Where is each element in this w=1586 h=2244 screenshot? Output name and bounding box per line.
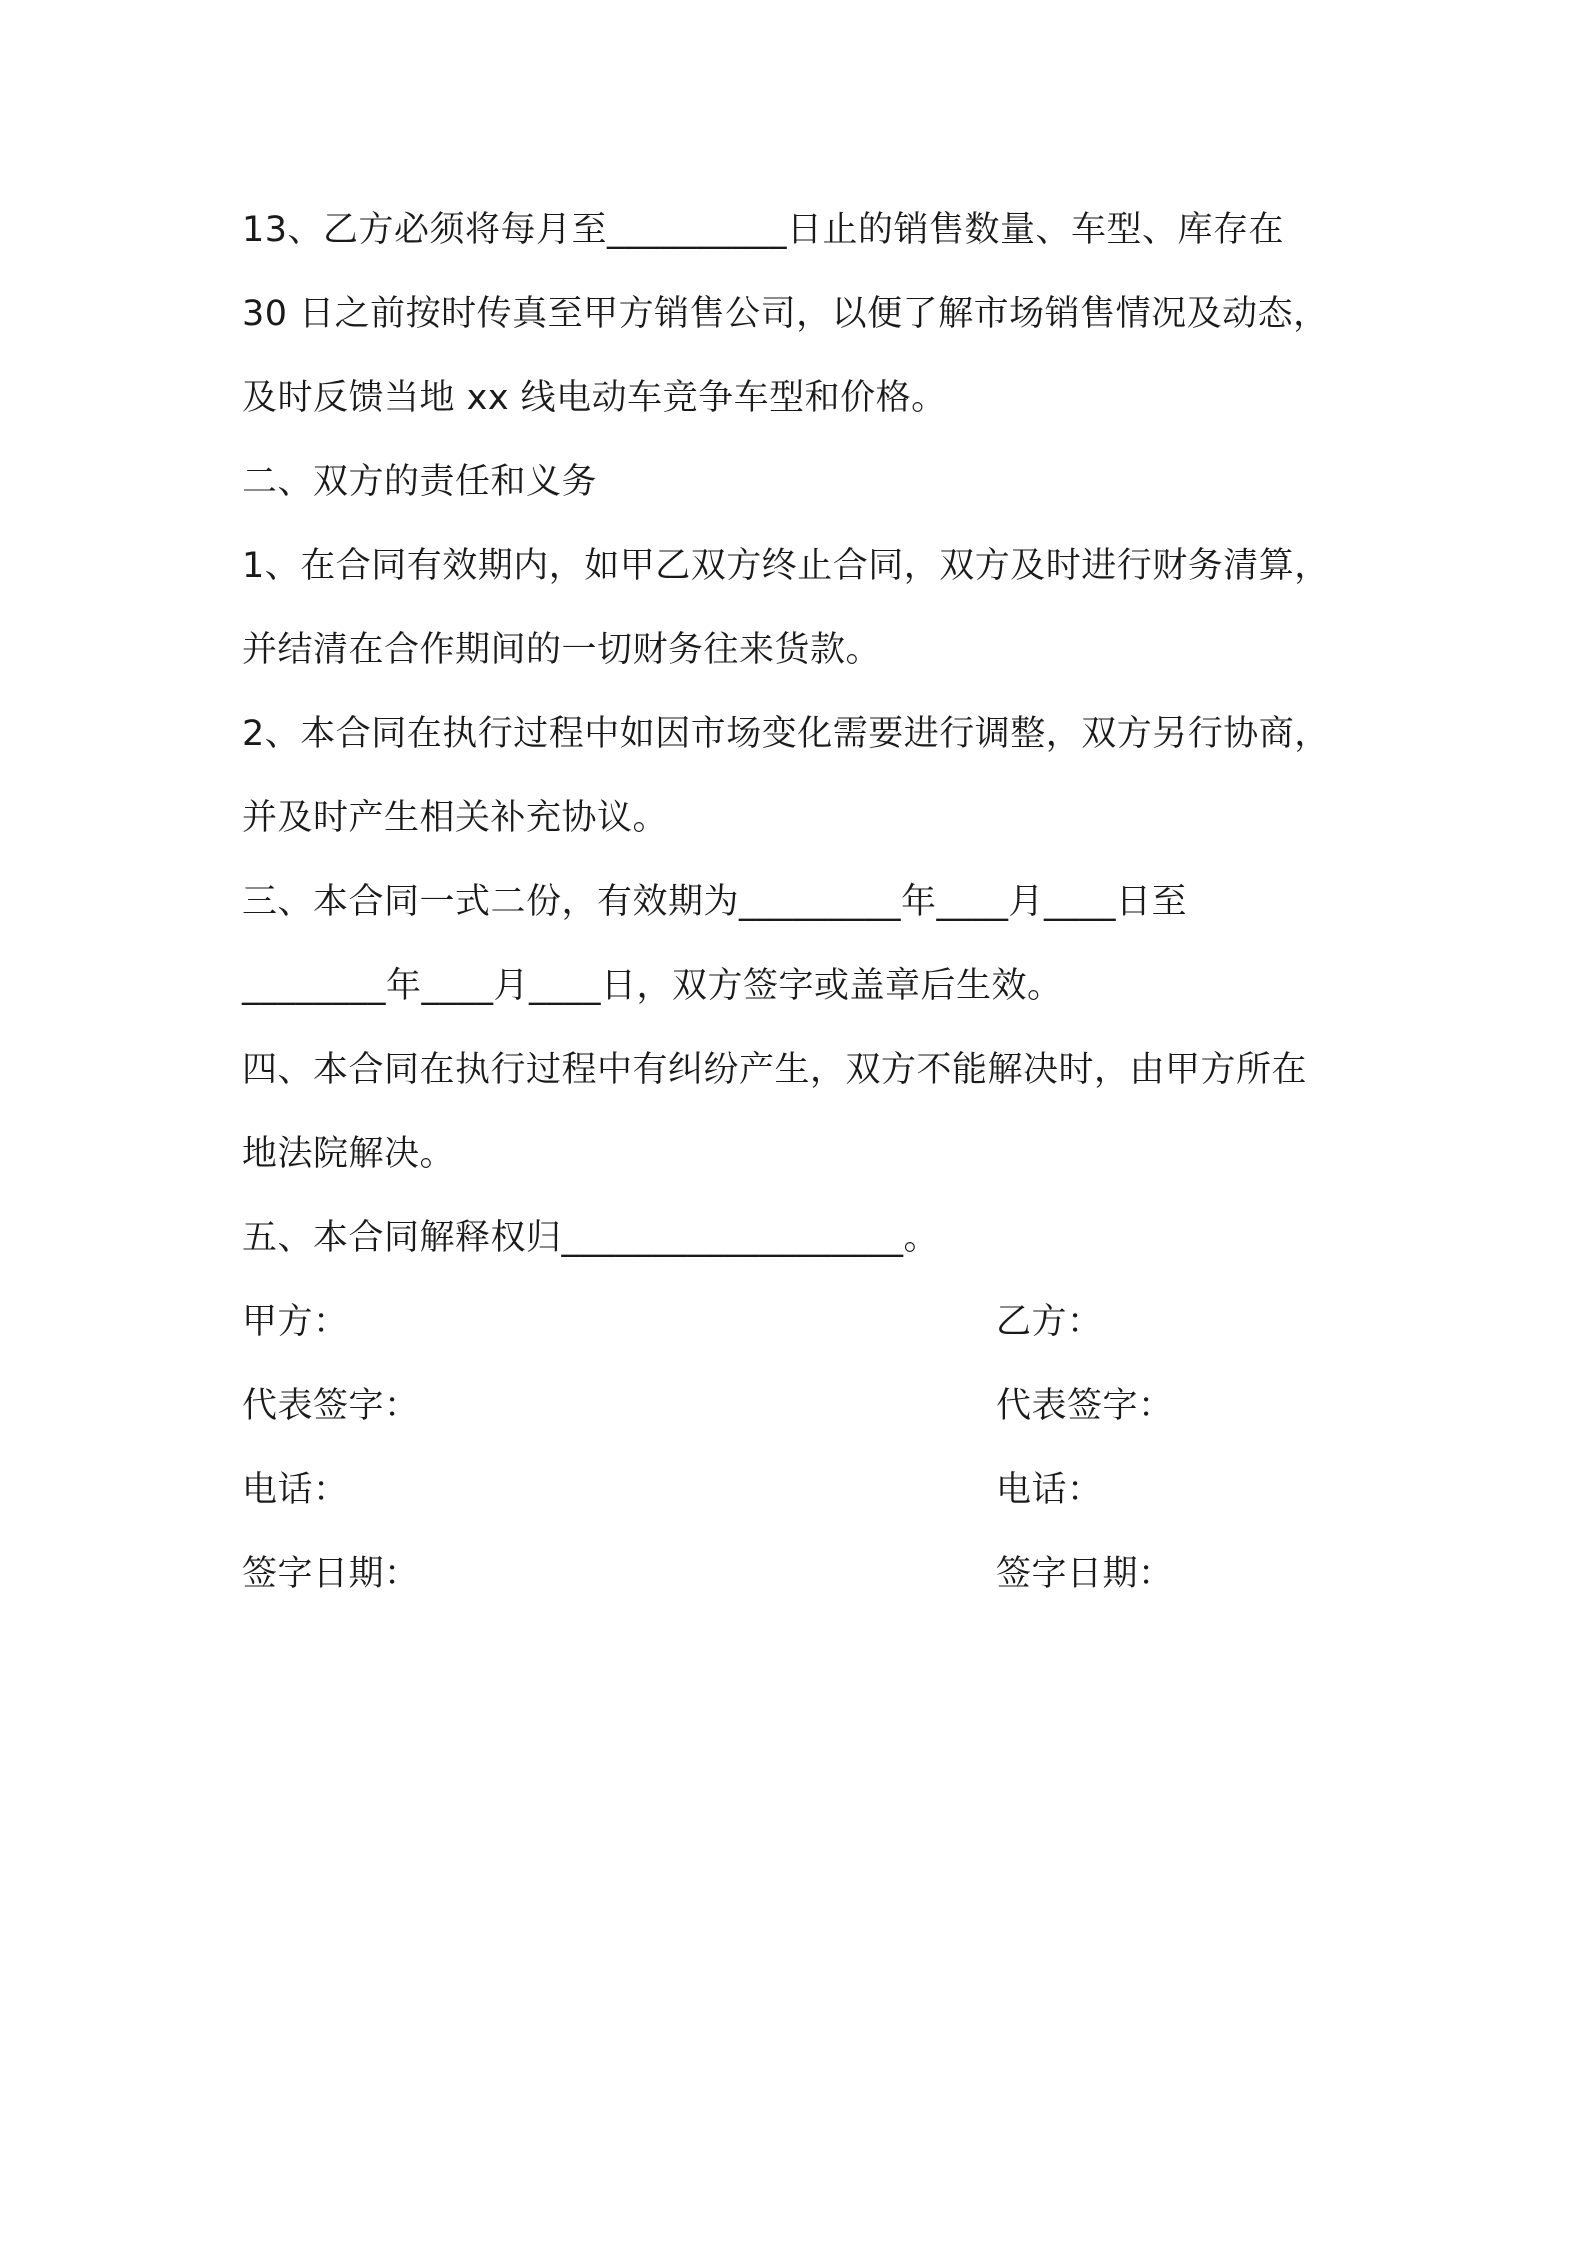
- party-a-phone-label: 电话：: [242, 1470, 349, 1510]
- clause-13-line-1: 13、乙方必须将每月至__________日止的销售数量、车型、库存在: [242, 210, 1285, 250]
- party-a-signing-date-label: 签字日期：: [242, 1554, 420, 1594]
- party-b-signing-date-label: 签字日期：: [996, 1554, 1174, 1594]
- clause-13-line-2: 30 日之前按时传真至甲方销售公司，以便了解市场销售情况及动态，: [242, 294, 1329, 334]
- clause-2-line-1: 2、本合同在执行过程中如因市场变化需要进行调整，双方另行协商，: [242, 714, 1330, 754]
- party-b-label: 乙方：: [996, 1302, 1103, 1342]
- party-a-representative-signature-label: 代表签字：: [242, 1386, 420, 1426]
- clause-1-line-1: 1、在合同有效期内，如甲乙双方终止合同，双方及时进行财务清算，: [242, 546, 1330, 586]
- section-four-line-2: 地法院解决。: [242, 1134, 456, 1174]
- section-heading-responsibilities: 二、双方的责任和义务: [242, 462, 598, 502]
- party-a-label: 甲方：: [242, 1302, 349, 1342]
- clause-1-line-2: 并结清在合作期间的一切财务往来货款。: [242, 630, 882, 670]
- party-b-phone-label: 电话：: [996, 1470, 1103, 1510]
- clause-13-line-3: 及时反馈当地 xx 线电动车竞争车型和价格。: [242, 378, 947, 418]
- section-three-line-1: 三、本合同一式二份，有效期为_________年____月____日至: [242, 882, 1188, 922]
- section-three-line-2: ________年____月____日，双方签字或盖章后生效。: [242, 966, 1063, 1006]
- section-four-line-1: 四、本合同在执行过程中有纠纷产生，双方不能解决时，由甲方所在: [242, 1050, 1308, 1090]
- clause-2-line-2: 并及时产生相关补充协议。: [242, 798, 669, 838]
- party-b-representative-signature-label: 代表签字：: [996, 1386, 1174, 1426]
- section-five-line: 五、本合同解释权归___________________。: [242, 1218, 940, 1258]
